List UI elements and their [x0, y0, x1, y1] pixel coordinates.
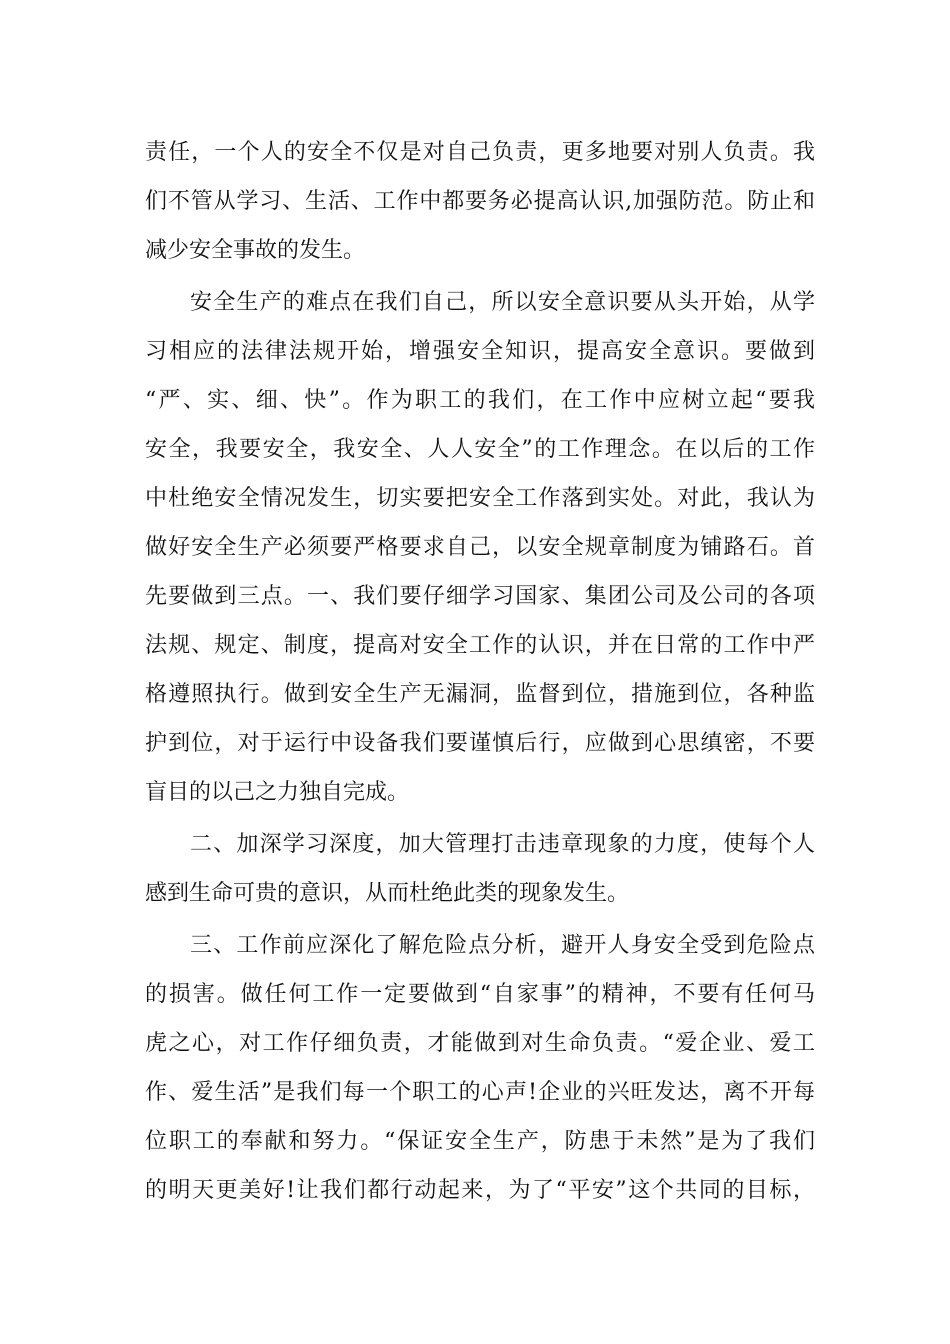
- paragraph-line: 中杜绝安全情况发生，切实要把安全工作落到实处。对此，我认为: [145, 486, 815, 511]
- paragraph-line: 的损害。做任何工作一定要做到“自家事”的精神，不要有任何马: [145, 982, 815, 1007]
- paragraph-line: 减少安全事故的发生。: [145, 238, 366, 263]
- paragraph-line: 的明天更美好!让我们都行动起来，为了“平安”这个共同的目标，: [145, 1178, 815, 1203]
- paragraph-line: 位职工的奉献和努力。“保证安全生产，防患于未然”是为了我们: [145, 1129, 815, 1154]
- paragraph-line: 格遵照执行。做到安全生产无漏洞，监督到位，措施到位，各种监: [145, 682, 815, 707]
- paragraph-line: 法规、规定、制度，提高对安全工作的认识，并在日常的工作中严: [145, 633, 815, 658]
- paragraph-line: 先要做到三点。一、我们要仔细学习国家、集团公司及公司的各项: [145, 584, 815, 609]
- paragraph-line: 习相应的法律法规开始，增强安全知识，提高安全意识。要做到: [145, 339, 815, 364]
- paragraph-line: 二、加深学习深度，加大管理打击违章现象的力度，使每个人: [190, 832, 815, 857]
- paragraph-line: 责任，一个人的安全不仅是对自己负责，更多地要对别人负责。我: [145, 140, 815, 165]
- paragraph-line: 做好安全生产必须要严格要求自己，以安全规章制度为铺路石。首: [145, 535, 815, 560]
- paragraph-line: 安全生产的难点在我们自己，所以安全意识要从头开始，从学: [190, 290, 815, 315]
- paragraph-line: 感到生命可贵的意识，从而杜绝此类的现象发生。: [145, 881, 630, 906]
- paragraph-line: “严、实、细、快”。作为职工的我们，在工作中应树立起“要我: [145, 388, 815, 413]
- paragraph-line: 安全，我要安全，我安全、人人安全”的工作理念。在以后的工作: [145, 437, 815, 462]
- paragraph-line: 护到位，对于运行中设备我们要谨慎后行，应做到心思缜密，不要: [145, 731, 815, 756]
- paragraph-line: 虎之心，对工作仔细负责，才能做到对生命负责。“爱企业、爱工: [145, 1031, 815, 1056]
- paragraph-line: 作、爱生活”是我们每一个职工的心声!企业的兴旺发达，离不开每: [145, 1080, 815, 1105]
- paragraph-line: 盲目的以己之力独自完成。: [145, 780, 410, 805]
- paragraph-line: 们不管从学习、生活、工作中都要务必提高认识,加强防范。防止和: [145, 189, 815, 214]
- paragraph-line: 三、工作前应深化了解危险点分析，避开人身安全受到危险点: [190, 933, 815, 958]
